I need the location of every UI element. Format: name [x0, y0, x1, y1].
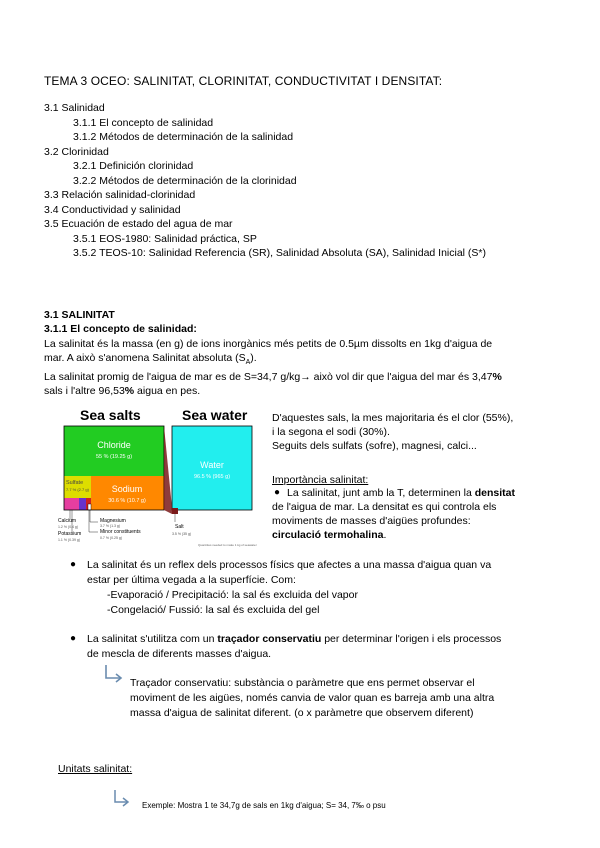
chloride-block [64, 426, 164, 476]
chloride-value: 55 % (19.25 g) [95, 454, 133, 460]
sea-water-title: Sea water [182, 407, 248, 423]
salt-block [172, 508, 178, 514]
bullet-dot: ● [70, 559, 77, 570]
units-example: Exemple: Mostra 1 te 34,7g de sals en 1kg d'aigua; S= 34, 7‰ o psu [142, 801, 386, 810]
minor-label: Minor constituents [100, 529, 141, 535]
return-arrow-icon [112, 789, 132, 809]
importance-bullet-line1: La salinitat, junt amb la T, determinen la densitat [287, 487, 516, 499]
tracer-definition: Traçador conservatiu: substància o paràmetre que ens permet observar el moviment de les aigües, només canvia de valor quan es barreja amb una altra massa d'aigua de salinitat diferent. (o x paràmetre que observem diferent) [130, 677, 495, 719]
units-title: Unitats salinitat: [58, 763, 133, 775]
sea-salts-title: Sea salts [80, 407, 141, 423]
water-label: Water [200, 460, 224, 470]
page-title: TEMA 3 OCEO: SALINITAT, CLORINITAT, CONDUCTIVITAT I DENSITAT: [44, 74, 443, 88]
salt-value: 3.5 % (35 g) [172, 532, 192, 536]
toc-subsection: 3.1.2 Métodos de determinación de la salinidad [73, 131, 294, 143]
subsection-heading: 3.1.1 El concepto de salinidad: [44, 323, 197, 335]
chloride-label: Chloride [97, 440, 131, 450]
toc-section: 3.5 Ecuación de estado del agua de mar [44, 218, 233, 230]
bullet-conservative-tracer: La salinitat s'utilitza com un traçador conservatiu per determinar l'origen i els processos de mescla de diferents masses d'aigua. [87, 633, 502, 660]
magnesium-label: Magnesium [100, 518, 126, 524]
toc-section: 3.1 Salinidad [44, 102, 105, 114]
return-arrow-icon [103, 664, 125, 686]
side-text: D'aquestes sals, la mes majoritaria és el clor (55%), i la segona el sodi (30%). Seguits dels sulfats (sofre), magnesi, calci... [272, 412, 514, 452]
toc-section: 3.3 Relación salinidad-clorinidad [44, 189, 196, 201]
sodium-value: 30.6 % (10.7 g) [108, 498, 146, 504]
potassium-label: Potassium [58, 531, 82, 537]
salt-connector [164, 426, 172, 514]
figure-credit: Quantities needed to make 1 kg of seawater [198, 543, 257, 547]
toc-subsection: 3.5.2 TEOS-10: Salinidad Referencia (SR), Salinidad Absoluta (SA), Salinidad Inicial (S*) [73, 247, 487, 259]
magnesium-value: 3.7 % (1.3 g) [100, 524, 121, 528]
calcium-value: 1.2 % (0.4 g) [58, 525, 79, 529]
importance-line3: moviments de masses d'aigües profundes: [272, 515, 471, 527]
potassium-value: 1.1 % (0.39 g) [58, 538, 80, 542]
calcium-block [79, 498, 86, 510]
importance-line2: de l'aigua de mar. La densitat es qui controla els [272, 501, 497, 513]
importance-title: Importància salinitat: [272, 474, 369, 486]
paragraph-definition: La salinitat és la massa (en g) de ions inorgànics més petits de 0.5µm dissolts en 1kg d'aigua de mar. A això s'anomena Salinitat absoluta $(S_A)$. La salinitat promig de l'aigua de mar es de S=34,7 g/kg→ això vol dir que l'aigua del mar és 3,47% sals i l'altre 96,53% aigua en pes. [44, 338, 502, 398]
minor-value: 0.7 % (0.25 g) [100, 536, 122, 540]
toc-section: 3.4 Conductividad y salinidad [44, 203, 181, 216]
toc-subsection: 3.1.1 El concepto de salinidad [73, 116, 214, 129]
bullet-dot: ● [70, 633, 77, 644]
toc-subsection: 3.2.2 Métodos de determinación de la clorinidad [73, 174, 297, 187]
calcium-label: Calcium [58, 518, 77, 524]
toc-subsection: 3.5.1 EOS-1980: Salinidad práctica, SP [73, 232, 257, 245]
water-value: 96.5 % (965 g) [193, 474, 231, 480]
sulfate-label: Sulfate [66, 480, 84, 486]
minor-block [88, 504, 91, 510]
toc-section: 3.2 Clorinidad [44, 145, 109, 158]
sea-salts-figure [58, 404, 264, 550]
bullet-physical-processes: La salinitat és un reflex dels processos físics que afectes a una massa d'aigua quan va estar per última vegada a la superfície. Com: -Evaporació / Precipitació: la sal és excluida del vapor -Congelació/ Fussió: la sal és excluida del gel [87, 559, 492, 616]
sodium-label: Sodium [111, 484, 143, 494]
bullet-dot: ● [274, 487, 281, 498]
toc-subsection: 3.2.1 Definición clorinidad [73, 160, 194, 172]
importance-line4: circulació termohalina. [272, 529, 387, 541]
salt-label: Salt [175, 524, 184, 530]
magnesium-block [64, 498, 79, 510]
sulfate-value: 7.7 % (2.7 g) [66, 487, 89, 492]
section-heading: 3.1 SALINITAT [44, 309, 115, 321]
